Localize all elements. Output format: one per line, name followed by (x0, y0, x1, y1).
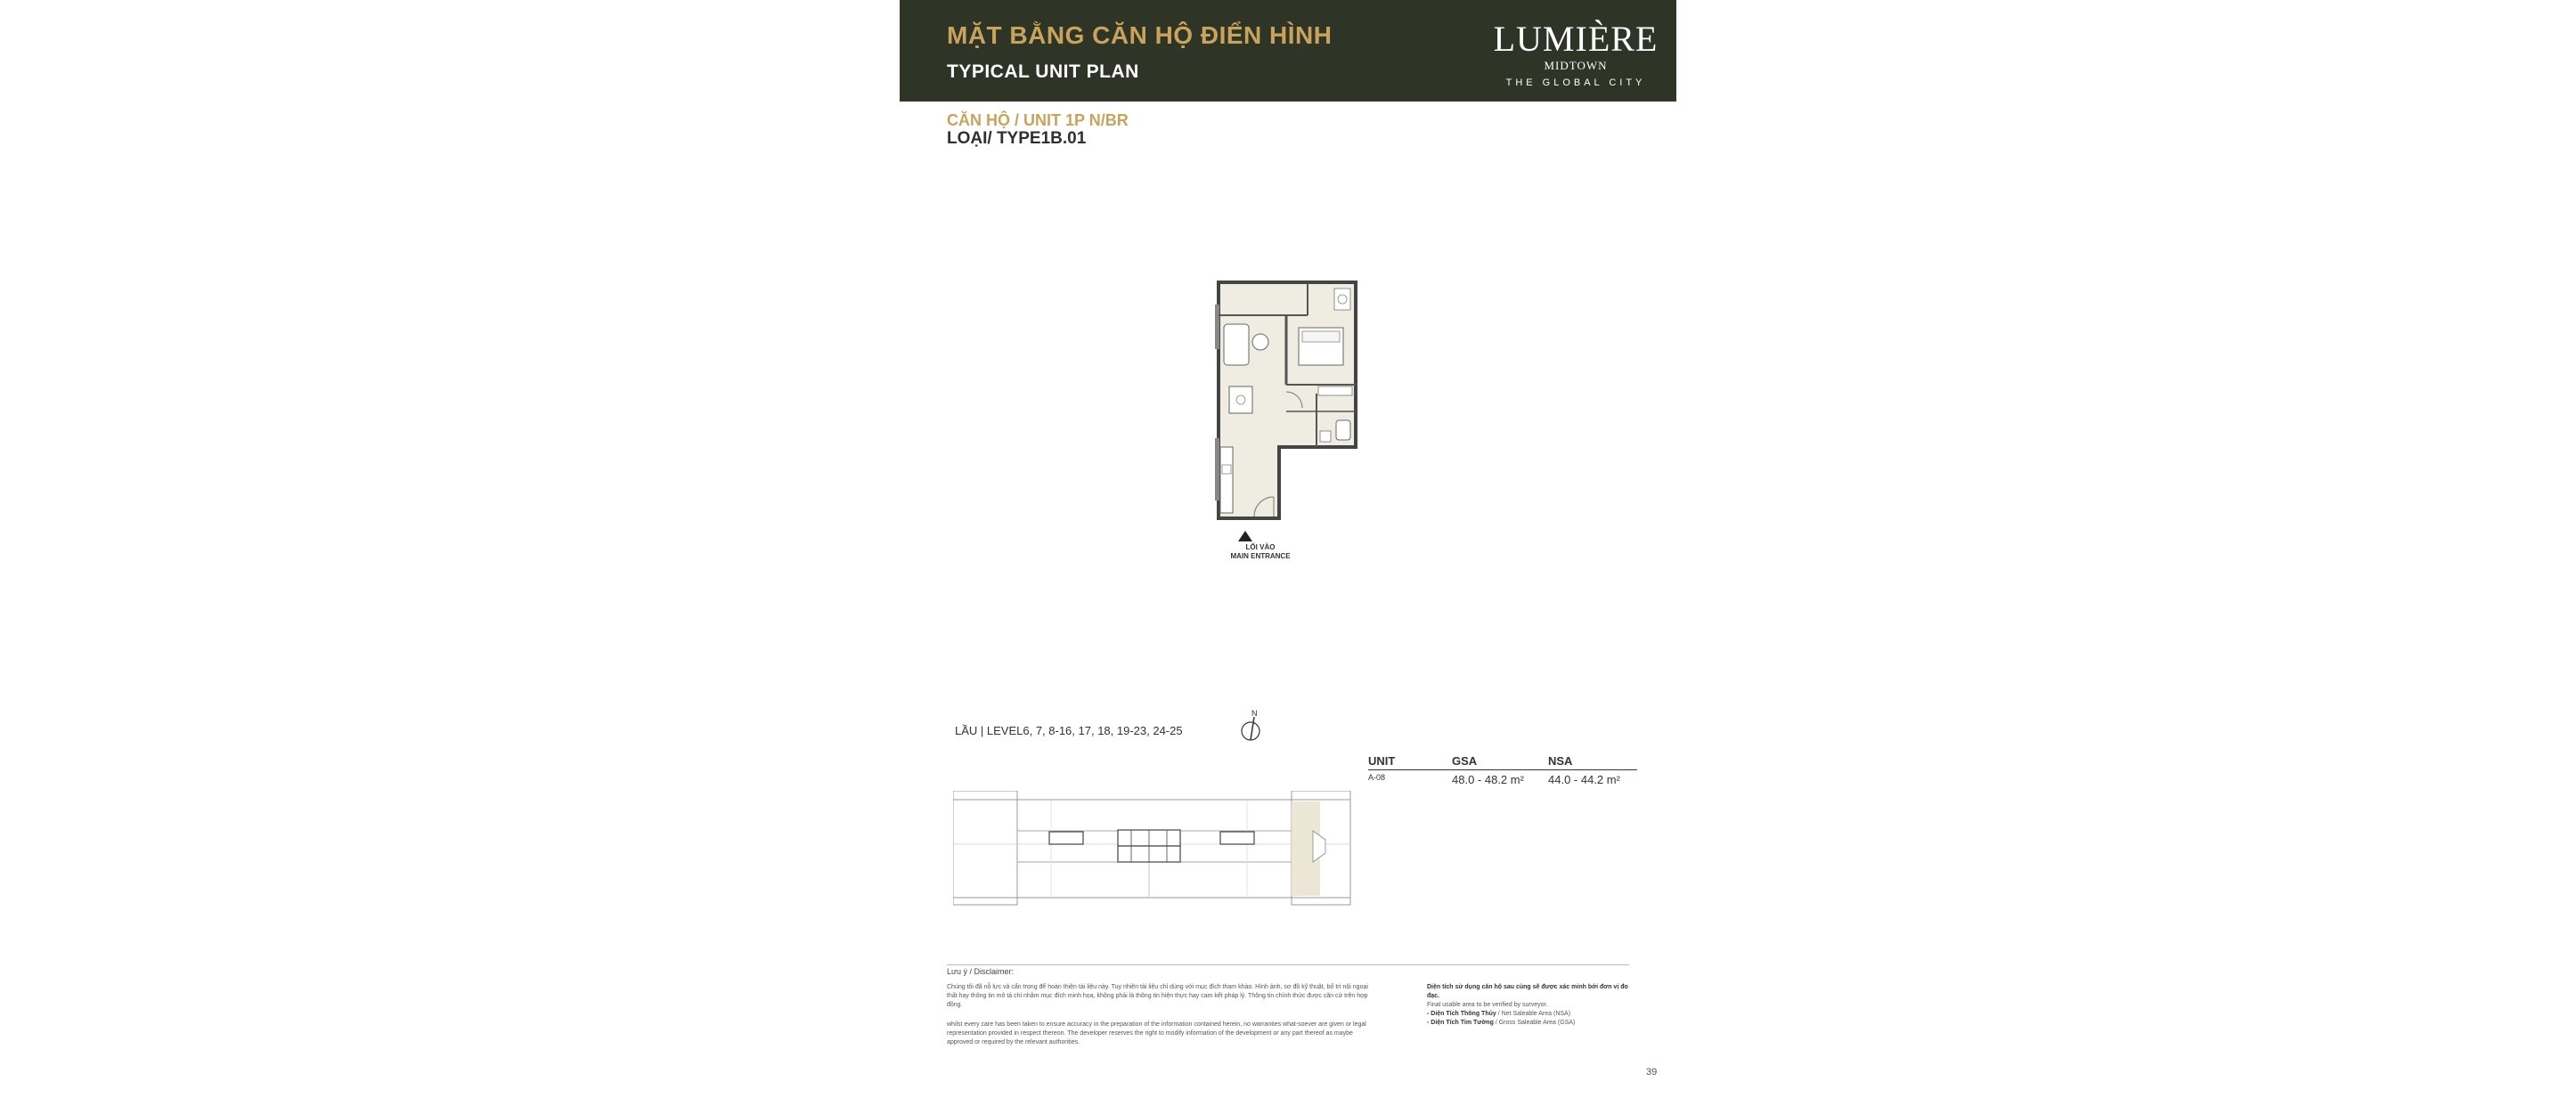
logo-tagline: THE GLOBAL CITY (1505, 77, 1646, 88)
col-gsa: GSA (1452, 754, 1478, 768)
compass-north-text: N (1251, 709, 1258, 718)
main-entrance-label (1216, 543, 1305, 561)
cell-unit: A-08 (1368, 773, 1386, 782)
disclaimer-title: Lưu ý / Disclaimer: (947, 967, 1015, 976)
level-label: LẦU | LEVEL6, 7, 8-16, 17, 18, 19-23, 24-25 (955, 724, 1183, 737)
cell-gsa: 48.0 - 48.2 m² (1452, 773, 1524, 786)
area-table-header (1368, 754, 1637, 770)
table-row (1368, 770, 1637, 786)
entrance-label-vn: LỐI VÀO (1245, 543, 1276, 551)
brochure-page (900, 0, 1676, 1098)
area-note-gsa-label: - Diện Tích Tim Tường (1427, 1020, 1494, 1026)
disclaimer-text-vn: Chúng tôi đã nỗ lực và cẩn trọng để hoàn thiện tài liệu này. Tuy nhiên tài liệu chỉ dùng với mục đích tham khảo. Hình ảnh, sơ đồ kỹ thuật, bố trí nội ngoại thất hay thông tin mô tả chỉ nhằm mục đích minh họa, không phải là thông tin hiện thực hay cam kết pháp lý. Thông tin chính thức được căn cứ trên hợp đồng. (947, 984, 1368, 1008)
col-nsa: NSA (1548, 754, 1573, 768)
floor-key-plan (953, 791, 1354, 911)
area-note-nsa-label: - Diện Tích Thông Thủy (1427, 1011, 1496, 1017)
brand-logo (1491, 20, 1660, 91)
col-unit: UNIT (1368, 754, 1396, 768)
page-number: 39 (1646, 1067, 1658, 1078)
compass-icon (1240, 708, 1267, 744)
unit-type: LOẠI/ TYPE1B.01 (947, 129, 1087, 148)
page-header (900, 0, 1676, 102)
logo-subtitle: MIDTOWN (1544, 59, 1608, 72)
area-note-gsa: / Gross Saleable Area (GSA) (1493, 1020, 1576, 1026)
unit-name: CĂN HỘ / UNIT 1P N/BR (947, 111, 1129, 129)
disclaimer-divider (947, 964, 1629, 965)
unit-floor-plan (1202, 278, 1372, 563)
unit-area-table (1368, 754, 1637, 786)
entrance-label-en: MAIN ENTRANCE (1230, 552, 1291, 560)
area-note (1427, 983, 1634, 1028)
area-note-en: Final usable area to be verified by surveyor. (1427, 1002, 1548, 1008)
page-title-en: TYPICAL UNIT PLAN (947, 61, 1139, 82)
page-title-vn: MẶT BẰNG CĂN HỘ ĐIỂN HÌNH (947, 21, 1333, 49)
cell-nsa: 44.0 - 44.2 m² (1548, 773, 1620, 786)
area-note-nsa: / Net Saleable Area (NSA) (1496, 1011, 1571, 1017)
disclaimer-text-en: whilst every care has been taken to ensure accuracy in the preparation of the information contained herein, no warranties what-soever are given or legal representation provided in respect thereon. The developer reserves the right to modify information of the development or any part thereof as maybe approved or required by the relevant authorities. (947, 1021, 1366, 1045)
north-compass (1240, 708, 1267, 748)
logo-wordmark: LUMIÈRE (1493, 19, 1659, 59)
area-note-intro: Diện tích sử dụng căn hộ sau cùng sẽ được xác minh bởi đơn vị đo đạc. (1427, 984, 1628, 999)
key-plan-drawing (953, 791, 1354, 907)
floor-plan-drawing (1202, 278, 1372, 563)
